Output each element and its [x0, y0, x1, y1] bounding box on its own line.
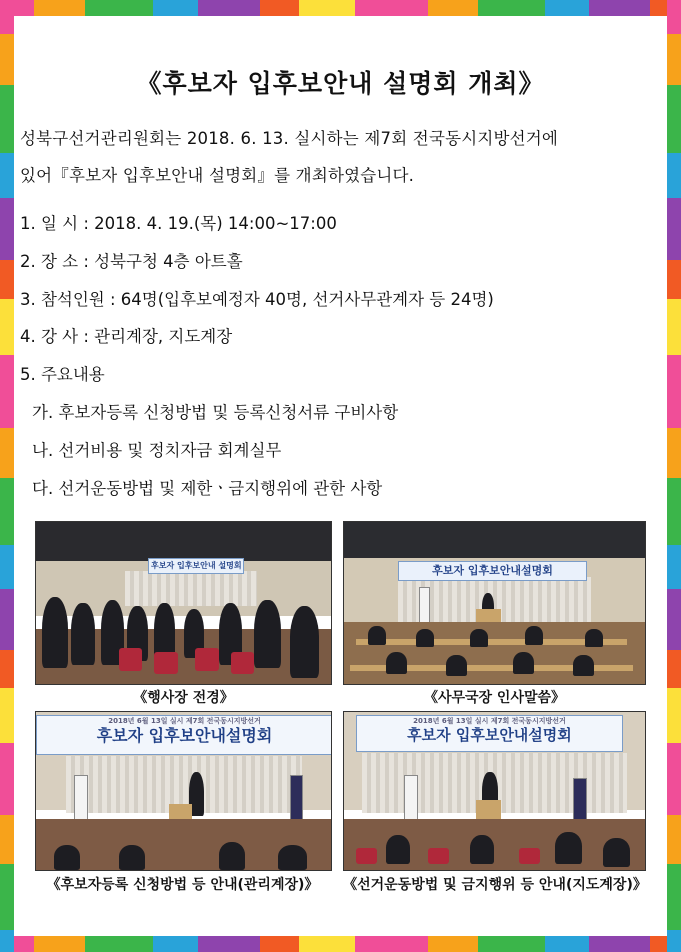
border-block: [667, 34, 681, 85]
photo-campaign-guidance: [343, 711, 646, 871]
photo-banner-title: 후보자 입후보안내설명회: [407, 726, 572, 745]
border-block: [260, 0, 299, 16]
content-subitem: 가. 후보자등록 신청방법 및 등록신청서류 구비사항: [32, 403, 399, 422]
detail-item-datetime: 1. 일 시 : 2018. 4. 19.(목) 14:00~17:00: [20, 214, 337, 233]
intro-line: 있어『후보자 입후보안내 설명회』를 개최하였습니다.: [20, 166, 415, 185]
border-block: [667, 743, 681, 815]
border-block: [428, 0, 478, 16]
photo-curtain: [125, 571, 258, 607]
border-block: [667, 478, 681, 545]
content-subitem: 나. 선거비용 및 정치자금 회계실무: [32, 441, 282, 460]
border-block: [260, 936, 299, 952]
border-block: [667, 545, 681, 589]
photo-caption: 《선거운동방법 및 금지행위 등 안내(지도계장)》: [343, 877, 647, 893]
photo-chair: [356, 848, 377, 864]
photo-person: [386, 835, 410, 863]
photo-person: [71, 603, 95, 665]
border-block: [0, 198, 14, 260]
photo-chair: [119, 648, 143, 671]
border-block: [0, 355, 14, 428]
border-block: [667, 864, 681, 930]
photo-person: [585, 629, 603, 647]
border-block: [545, 0, 589, 16]
border-block: [667, 930, 681, 952]
photo-person: [470, 629, 488, 647]
border-block: [0, 0, 14, 34]
border-block: [34, 0, 85, 16]
photo-caption: 《후보자등록 신청방법 등 안내(관리계장)》: [46, 877, 319, 893]
border-block: [589, 936, 650, 952]
photo-registration-guidance: [35, 711, 332, 871]
photo-banner: [356, 715, 623, 752]
photo-person: [416, 629, 434, 647]
border-block: [299, 936, 355, 952]
border-block: [0, 815, 14, 864]
border-block: [478, 0, 545, 16]
photo-chair: [231, 652, 255, 675]
border-block: [667, 815, 681, 864]
border-block: [667, 85, 681, 153]
border-block: [667, 428, 681, 478]
photo-flag: [74, 775, 88, 824]
photo-banner: [36, 715, 332, 755]
decorative-border-right: [667, 0, 681, 952]
photo-person: [278, 845, 308, 870]
border-block: [0, 299, 14, 355]
photo-ceiling: [344, 522, 645, 561]
border-block: [667, 260, 681, 299]
photo-person: [603, 838, 630, 866]
border-block: [198, 0, 260, 16]
photo-chair: [195, 648, 219, 671]
border-block: [667, 355, 681, 428]
border-block: [0, 34, 14, 85]
document-body: [14, 16, 667, 936]
photo-person: [54, 845, 81, 870]
border-block: [428, 936, 478, 952]
photo-person: [219, 842, 246, 870]
border-block: [0, 545, 14, 589]
border-block: [0, 743, 14, 815]
photo-banner: 후보자 입후보안내 설명회: [148, 558, 244, 575]
photo-person: [470, 835, 494, 863]
photo-banner-subtitle: 2018년 6월 13일 실시 제7회 전국동시지방선거: [413, 717, 566, 726]
decorative-border-bottom: [0, 936, 681, 952]
border-block: [0, 260, 14, 299]
photo-caption: 《사무국장 인사말씀》: [423, 690, 566, 706]
intro-paragraph: [20, 120, 660, 194]
photo-hall-overview: [35, 521, 332, 685]
photo-person: [42, 597, 69, 668]
border-block: [0, 650, 14, 688]
border-block: [34, 936, 85, 952]
border-block: [0, 688, 14, 743]
decorative-border-left: [0, 0, 14, 952]
border-block: [667, 198, 681, 260]
photo-person: [386, 652, 407, 675]
detail-item-location: 2. 장 소 : 성북구청 4층 아트홀: [20, 252, 243, 271]
border-block: [667, 0, 681, 34]
photo-person: [446, 655, 467, 676]
photo-caption: 《행사장 전경》: [133, 690, 234, 706]
border-block: [0, 864, 14, 930]
border-block: [0, 85, 14, 153]
border-block: [85, 0, 153, 16]
detail-item-lecturer: 4. 강 사 : 관리계장, 지도계장: [20, 327, 233, 346]
border-block: [355, 936, 428, 952]
photo-chair: [154, 652, 178, 675]
border-block: [85, 936, 153, 952]
border-block: [667, 299, 681, 355]
border-block: [0, 428, 14, 478]
border-block: [667, 688, 681, 743]
photo-chair: [428, 848, 449, 864]
photo-banner: 후보자 입후보안내설명회: [398, 561, 587, 581]
border-block: [0, 930, 14, 952]
border-block: [478, 936, 545, 952]
decorative-border-top: [0, 0, 681, 16]
border-block: [198, 936, 260, 952]
border-block: [153, 936, 198, 952]
photo-chair: [519, 848, 540, 864]
border-block: [153, 0, 198, 16]
detail-item-content-heading: 5. 주요내용: [20, 365, 105, 384]
border-block: [667, 589, 681, 650]
photo-person: [368, 626, 386, 645]
border-block: [589, 0, 650, 16]
photo-director-greeting: [343, 521, 646, 685]
photo-person: [513, 652, 534, 675]
border-block: [0, 589, 14, 650]
photo-flag: [404, 775, 418, 821]
photo-person: [254, 600, 281, 668]
intro-line: 성북구선거관리원회는 2018. 6. 13. 실시하는 제7회 전국동시지방선거에: [20, 129, 559, 148]
border-block: [0, 478, 14, 545]
photo-banner-subtitle: 2018년 6월 13일 실시 제7회 전국동시지방선거: [108, 717, 261, 726]
photo-flag: [573, 778, 587, 821]
content-subitem: 다. 선거운동방법 및 제한ㆍ금지행위에 관한 사항: [32, 479, 383, 498]
photo-banner-title: 후보자 입후보안내설명회: [96, 726, 273, 746]
photo-person: [290, 606, 320, 677]
border-block: [667, 650, 681, 688]
photo-person: [573, 655, 594, 676]
border-block: [545, 936, 589, 952]
detail-item-attendees: 3. 참석인원 : 64명(입후보예정자 40명, 선거사무관계자 등 24명): [20, 290, 494, 309]
photo-person: [525, 626, 543, 645]
border-block: [0, 153, 14, 198]
photo-flag: [290, 775, 304, 824]
border-block: [299, 0, 355, 16]
page-title: 《후보자 입후보안내 설명회 개최》: [136, 69, 545, 98]
photo-flag: [419, 587, 430, 625]
photo-person: [119, 845, 146, 870]
border-block: [355, 0, 428, 16]
border-block: [667, 153, 681, 198]
photo-person: [555, 832, 582, 864]
